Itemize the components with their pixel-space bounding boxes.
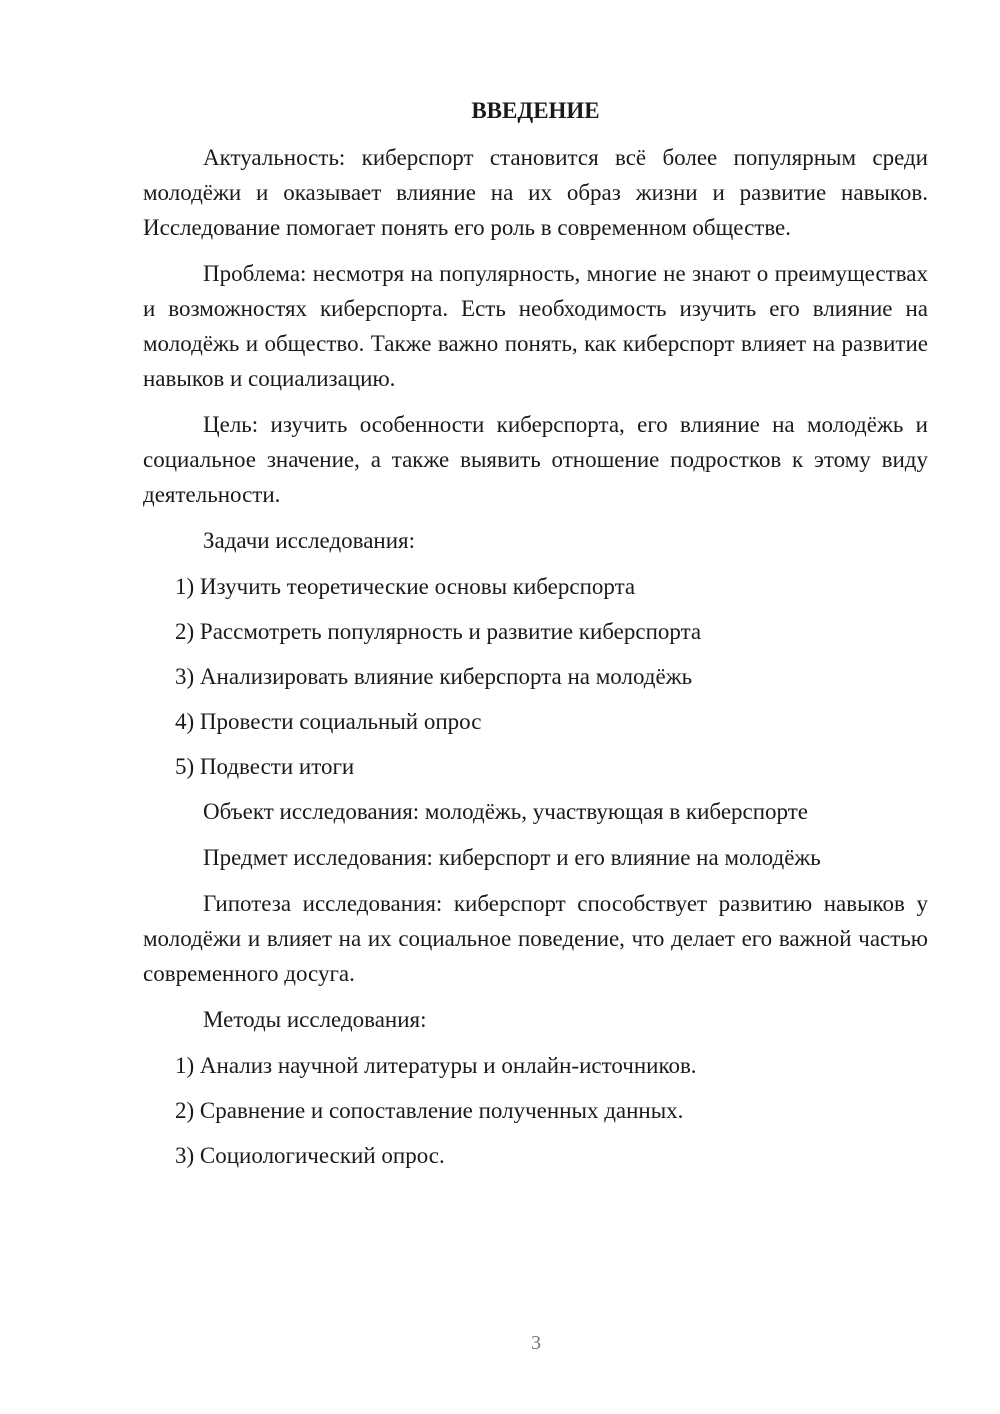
hypothesis-paragraph: Гипотеза исследования: киберспорт способствует развитию навыков у молодёжи и влияет на их социальное поведение, что делает его важной частью современного досуга. [143, 891, 928, 986]
method-item: 2) Сравнение и сопоставление полученных данных. [175, 1098, 684, 1123]
task-item: 1) Изучить теоретические основы киберспорта [175, 574, 636, 599]
research-subject: Предмет исследования: киберспорт и его влияние на молодёжь [203, 845, 821, 870]
task-item: 5) Подвести итоги [175, 754, 355, 779]
task-item: 4) Провести социальный опрос [175, 709, 482, 734]
method-item: 3) Социологический опрос. [175, 1143, 445, 1168]
relevance-paragraph: Актуальность: киберспорт становится всё более популярным среди молодёжи и оказывает влияние на их образ жизни и развитие навыков. Исследование помогает понять его роль в современном обществе. [143, 145, 928, 240]
task-item: 3) Анализировать влияние киберспорта на молодёжь [175, 664, 693, 689]
page-number: 3 [531, 1332, 541, 1354]
method-item: 1) Анализ научной литературы и онлайн-источников. [175, 1053, 697, 1078]
section-heading: ВВЕДЕНИЕ [471, 98, 600, 123]
problem-paragraph: Проблема: несмотря на популярность, многие не знают о преимуществах и возможностях киберспорта. Есть необходимость изучить его влияние на молодёжь и общество. Также важно понять, как киберспорт влияет на развитие навыков и социализацию. [143, 261, 928, 391]
methods-title: Методы исследования: [203, 1007, 427, 1032]
research-object: Объект исследования: молодёжь, участвующая в киберспорте [203, 799, 808, 824]
task-item: 2) Рассмотреть популярность и развитие киберспорта [175, 619, 702, 644]
goal-paragraph: Цель: изучить особенности киберспорта, его влияние на молодёжь и социальное значение, а также выявить отношение подростков к этому виду деятельности. [143, 412, 928, 507]
page-content [143, 93, 928, 1183]
tasks-title: Задачи исследования: [203, 528, 416, 553]
